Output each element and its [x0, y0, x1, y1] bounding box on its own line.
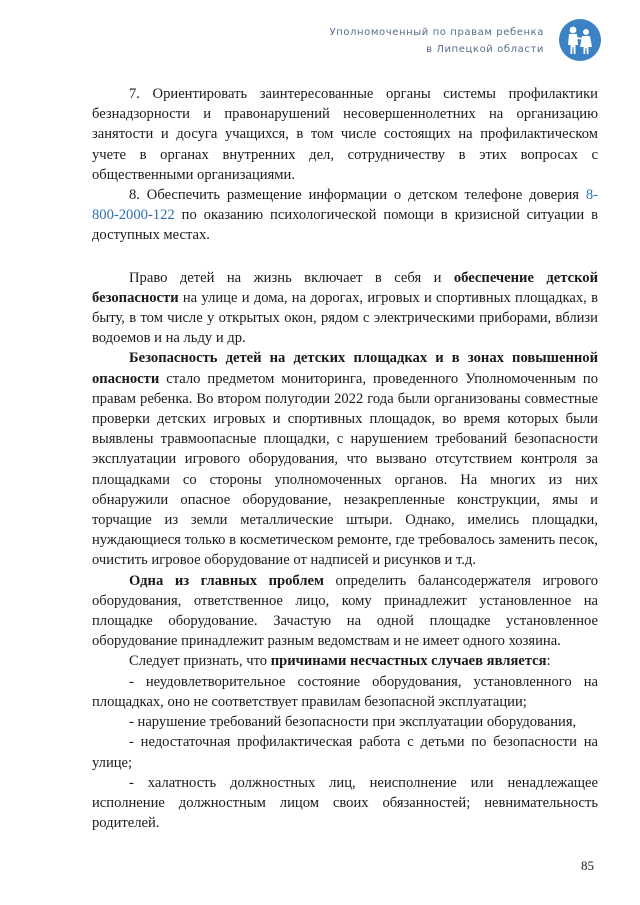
paragraph-main-problem [92, 571, 598, 652]
causes-colon: : [546, 653, 551, 670]
document-body [92, 84, 598, 833]
causes-text-start: Следует признать, что [129, 653, 271, 670]
paragraph-8-text-start: 8. Обеспечить размещение информации о детском телефоне доверия [129, 187, 586, 204]
helpline-phone: 8-800-2000-122 [92, 187, 598, 224]
cause-list-item-3: - недостаточная профилактическая работа с детьми по безопасности на улице; [92, 734, 598, 771]
causes-bold-phrase: причинами несчастных случаев является [270, 653, 547, 670]
cause-list-item-1: - неудовлетворительное состояние оборудования, установленного на площадках, оно не соответствует правилам безопасной эксплуатации; [92, 673, 598, 710]
header-line-1: Уполномоченный по правам ребенка [329, 27, 544, 38]
paragraph-causes-intro [92, 651, 598, 671]
cause-list-item-2: - нарушение требований безопасности при эксплуатации оборудования, [129, 714, 577, 731]
paragraph-playground-safety [92, 348, 598, 570]
problem-bold-phrase: Одна из главных проблем [129, 572, 324, 589]
right-bold-phrase: обеспечение детской безопасности [92, 269, 598, 306]
safety-bold-phrase: Безопасность детей на детских площадках и в зонах повышенной опасности [92, 350, 598, 387]
paragraph-right-to-life [92, 268, 598, 349]
paragraph-8-text-end: по оказанию психологической помощи в кризисной ситуации в доступных местах. [92, 207, 598, 244]
header-line-2: в Липецкой области [426, 44, 544, 55]
paragraph-spacer [92, 246, 598, 268]
page-number: 85 [581, 858, 594, 873]
problem-text: определить балансодержателя игрового оборудования, ответственное лицо, кому принадлежит установленное на площадке оборудование. Зачастую на одной площадке установленное оборудование принадлежит разным ведомствам и не имеет одного хозяина. [92, 572, 598, 650]
paragraph-item-7: 7. Ориентировать заинтересованные органы системы профилактики безнадзорности и правонарушений несовершеннолетних на организацию занятости и досуга учащихся, в том числе состоящих на профилактическом учете в органах внутренних дел, сотрудничеству в этих вопросах с общественными организациями. [92, 86, 598, 183]
right-text-start: Право детей на жизнь включает в себя и [129, 269, 454, 286]
right-text-end: на улице и дома, на дорогах, игровых и спортивных площадках, в быту, в том числе у открытых окон, рядом с электрическими приборами, вблизи водоемов и на льду и др. [92, 289, 598, 347]
paragraph-item-8 [92, 185, 598, 246]
header-title [330, 24, 545, 58]
cause-list-item-4: - халатность должностных лиц, неисполнение или ненадлежащее исполнение должностным лицом своих обязанностей; невнимательность родителей. [92, 774, 598, 832]
safety-text: стало предметом мониторинга, проведенного Уполномоченным по правам ребенка. Во втором полугодии 2022 года были организованы совместные проверки детских игровых и спортивных площадок, во время которых были выявлены травмоопасные площадки, с нарушением требований безопасности эксплуатации игрового оборудования, что вызвано отсутствием контроля за площадками со стороны уполномоченных органов. На многих из них обнаружили опасное оборудование, незакрепленные конструкции, ямы и торчащие из земли металлические штыри. Однако, имелись площадки, нуждающиеся только в косметическом ремонте, где требовалось заменить песок, очистить игровое оборудование от надписей и рисунков и т.д. [92, 370, 598, 569]
children-logo-icon [558, 18, 602, 62]
